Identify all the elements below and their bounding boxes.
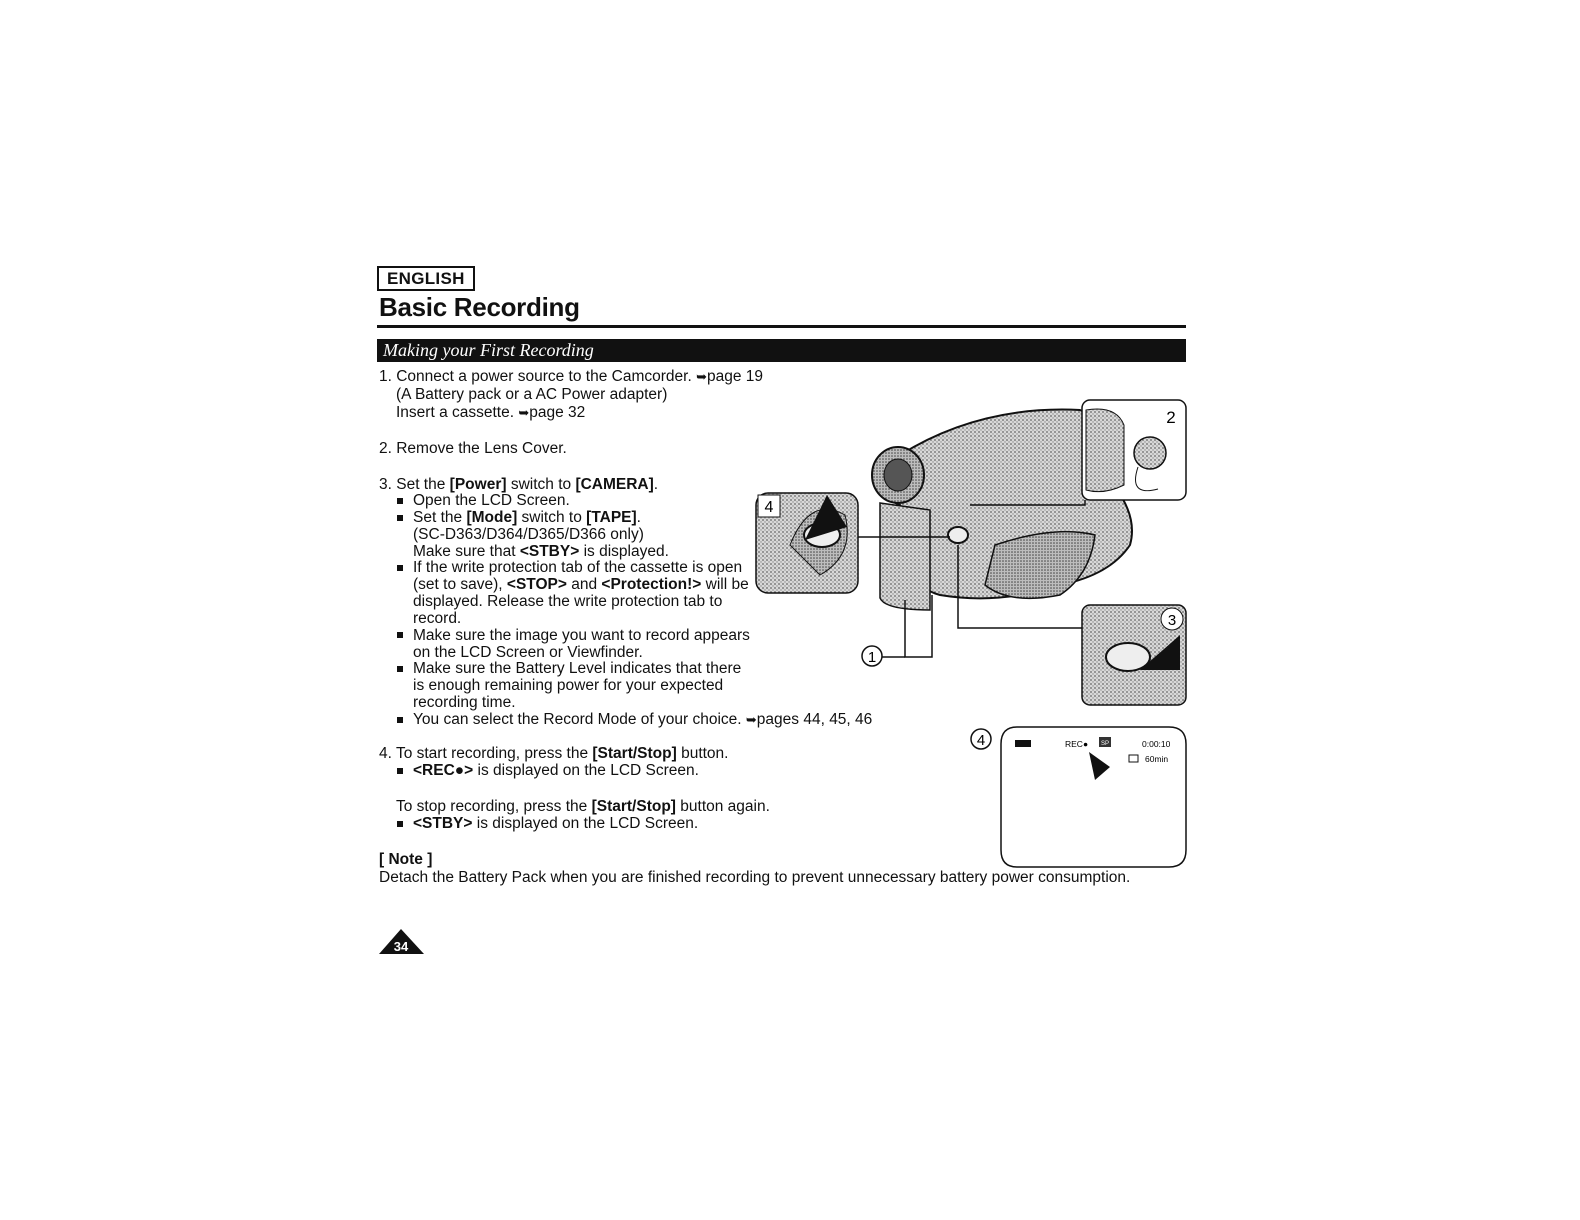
bullet-stby-display: <STBY> is displayed on the LCD Screen. — [413, 815, 699, 832]
arrow-right-icon: ➥ — [745, 712, 757, 727]
bullet-battery-3: recording time. — [413, 694, 516, 711]
inset-mode-switch — [756, 493, 858, 593]
bullet-icon — [397, 821, 403, 827]
section-title: Making your First Recording — [383, 340, 594, 360]
bullet-battery-2: is enough remaining power for your expected — [413, 677, 724, 694]
bullet-write-protect-2: (set to save), <STOP> and <Protection!> will be — [413, 576, 749, 593]
stop-instruction: To stop recording, press the [Start/Stop] button again. — [396, 798, 770, 815]
lcd-remaining: 60min — [1145, 754, 1169, 764]
bullet-write-protect-1: If the write protection tab of the cassette is open — [413, 559, 743, 576]
lcd-rec-label: REC● — [1065, 739, 1089, 749]
stby-note: Make sure that <STBY> is displayed. — [413, 543, 669, 560]
lcd-screen-illustration — [965, 722, 1190, 870]
bullet-rec-display: <REC●> is displayed on the LCD Screen. — [413, 762, 699, 779]
page-number-badge — [378, 928, 426, 956]
bullet-image-1: Make sure the image you want to record appears — [413, 627, 750, 644]
callout-1: 1 — [867, 649, 877, 666]
lcd-sp-label: SP — [1100, 741, 1110, 747]
note-text: Detach the Battery Pack when you are finished recording to prevent unnecessary battery power consumption. — [379, 869, 1131, 886]
callout-3: 3 — [1167, 612, 1177, 629]
bullet-icon — [397, 717, 403, 723]
bullet-write-protect-3: displayed. Release the write protection tab to — [413, 593, 723, 610]
bullet-icon — [397, 498, 403, 504]
step-4: 4. To start recording, press the [Start/Stop] button. — [379, 745, 729, 762]
bullet-icon — [397, 666, 403, 672]
inset-power-switch — [1082, 605, 1186, 705]
bullet-mode-switch: Set the [Mode] switch to [TAPE]. — [413, 509, 641, 526]
bullet-open-lcd: Open the LCD Screen. — [413, 492, 570, 509]
bullet-record-mode: You can select the Record Mode of your choice. ➥pages 44, 45, 46 — [413, 711, 873, 728]
step-3: 3. Set the [Power] switch to [CAMERA]. — [379, 476, 659, 493]
arrow-right-icon: ➥ — [518, 405, 530, 420]
camcorder-illustration — [750, 395, 1190, 715]
page-number: 34 — [393, 939, 409, 954]
bullet-icon — [397, 515, 403, 521]
bullet-icon — [397, 565, 403, 571]
step-1-line-3: Insert a cassette. ➥page 32 — [396, 404, 586, 421]
bullet-icon — [397, 768, 403, 774]
battery-icon — [1015, 740, 1031, 747]
step-1-line-2: (A Battery pack or a AC Power adapter) — [396, 386, 668, 403]
bullet-image-2: on the LCD Screen or Viewfinder. — [413, 644, 643, 661]
bullet-battery-1: Make sure the Battery Level indicates that there — [413, 660, 742, 677]
page-title: Basic Recording — [379, 292, 580, 322]
inset-lens-cover — [1082, 400, 1186, 500]
bullet-icon — [397, 632, 403, 638]
arrow-right-icon: ➥ — [696, 369, 707, 384]
section-header — [377, 339, 1186, 362]
title-rule — [377, 325, 1186, 328]
bullet-write-protect-4: record. — [413, 610, 462, 627]
language-label: ENGLISH — [377, 266, 475, 291]
note-label: [ Note ] — [379, 851, 433, 868]
callout-2: 2 — [1166, 408, 1176, 427]
lcd-time: 0:00:10 — [1142, 739, 1171, 749]
callout-4: 4 — [764, 499, 774, 516]
step-2: 2. Remove the Lens Cover. — [379, 440, 567, 457]
step-1-line-1: 1. Connect a power source to the Camcorder. ➥page 19 — [379, 368, 763, 385]
callout-4-lcd: 4 — [976, 732, 986, 749]
model-note: (SC-D363/D364/D365/D366 only) — [413, 526, 644, 543]
